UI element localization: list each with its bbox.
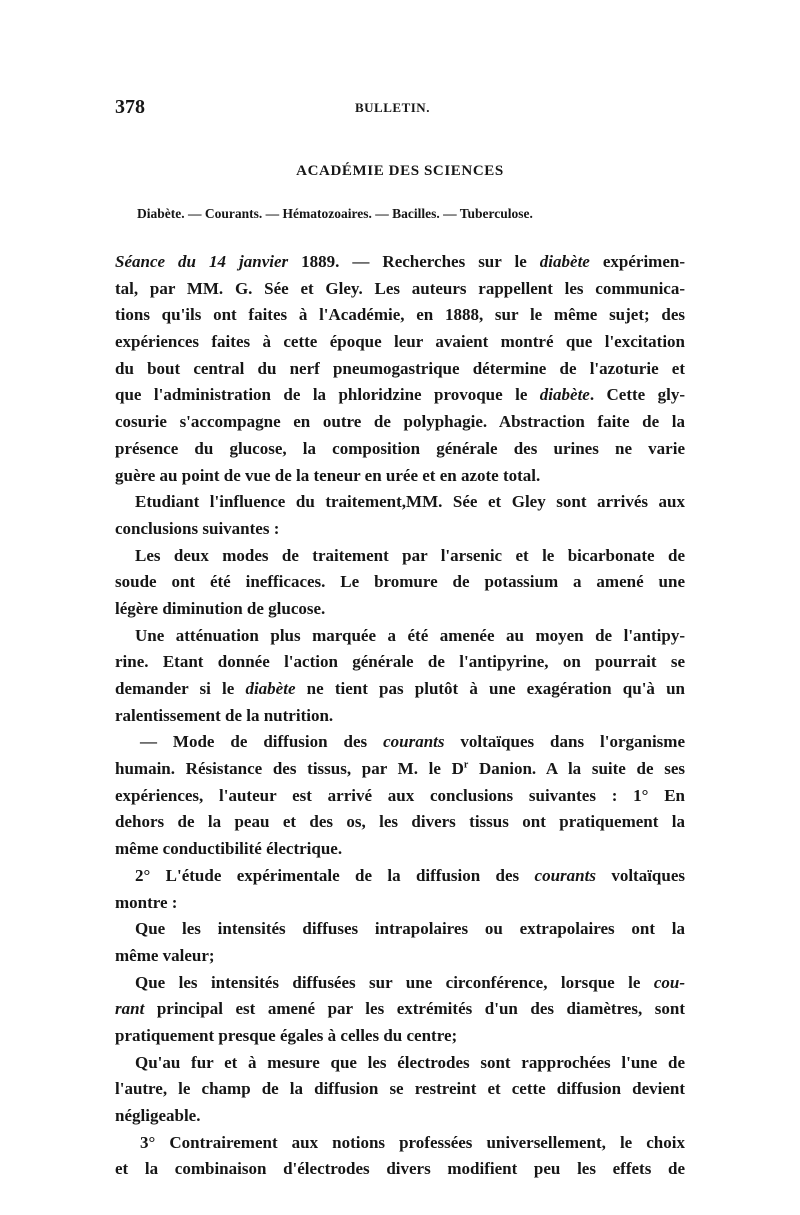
running-head: [115, 96, 685, 120]
text-line: soude ont été inefficaces. Le bromure de potassium a amené une: [115, 572, 685, 592]
text-line: Qu'au fur et à mesure que les électrodes sont rapprochées l'une de: [135, 1052, 685, 1072]
body-text: [115, 249, 685, 1183]
text-line: du bout central du nerf pneumogastrique détermine de l'azoturie et: [115, 358, 685, 378]
text-line: guère au point de vue de la teneur en urée et en azote total.: [115, 465, 541, 485]
text-line: Séance du 14 janvier 1889. — Recherches sur le diabète expérimen-: [115, 252, 685, 271]
text-line: humain. Résistance des tissus, par M. le $D^r$ Danion. A la suite de ses: [115, 759, 685, 779]
text-line: expériences faites à cette époque leur avaient montré que l'excitation: [115, 332, 685, 352]
text-line: Que les intensités diffusées sur une circonférence, lorsque le cou-: [135, 972, 685, 992]
text-line: rine. Etant donnée l'action générale de l'antipyrine, on pourrait se: [115, 652, 685, 672]
text-line: — Mode de diffusion des courants voltaïques dans l'organisme: [140, 732, 685, 752]
text-line: montre :: [115, 892, 178, 912]
text-line: cosurie s'accompagne en outre de polyphagie. Abstraction faite de la: [115, 412, 685, 432]
text-line: l'autre, le champ de la diffusion se restreint et cette diffusion devient: [115, 1079, 685, 1099]
text-line: expériences, l'auteur est arrivé aux conclusions suivantes : 1° En: [115, 785, 685, 805]
text-line: négligeable.: [115, 1106, 201, 1125]
text-line: Que les intensités diffuses intrapolaires ou extrapolaires ont la: [135, 919, 685, 939]
text-line: légère diminution de glucose.: [115, 598, 326, 618]
text-line: même valeur;: [115, 945, 215, 965]
text-line: demander si le diabète ne tient pas plutôt à une exagération qu'à un: [115, 679, 685, 698]
text-line: pratiquement presque égales à celles du centre;: [115, 1025, 458, 1045]
text-line: ralentissement de la nutrition.: [115, 705, 334, 725]
text-line: rant principal est amené par les extrémités d'un des diamètres, sont: [115, 999, 685, 1019]
text-line: tal, par MM. G. Sée et Gley. Les auteurs rappellent les communica-: [115, 278, 685, 298]
book-page: [115, 0, 685, 1215]
text-line: dehors de la peau et des os, les divers tissus ont pratiquement la: [115, 812, 685, 832]
text-line: 2° L'étude expérimentale de la diffusion des courants voltaïques: [135, 865, 685, 885]
page-number: 378: [115, 96, 145, 118]
text-line: et la combinaison d'électrodes divers modifient peu les effets de: [115, 1159, 685, 1179]
text-line: 3° Contrairement aux notions professées universellement, le choix: [140, 1132, 685, 1152]
text-line: que l'administration de la phloridzine provoque le diabète. Cette gly-: [115, 385, 686, 405]
subject-list: Diabète. — Courants. — Hématozoaires. — Bacilles. — Tuberculose.: [137, 206, 533, 221]
text-line: Les deux modes de traitement par l'arsenic et le bicarbonate de: [135, 545, 685, 565]
text-line: conclusions suivantes :: [115, 518, 280, 538]
running-title: BULLETIN.: [355, 100, 430, 115]
text-line: Une atténuation plus marquée a été amenée au moyen de l'antipy-: [135, 625, 685, 645]
section-title: ACADÉMIE DES SCIENCES: [296, 163, 504, 179]
text-line: même conductibilité électrique.: [115, 839, 343, 859]
text-line: présence du glucose, la composition générale des urines ne varie: [115, 438, 685, 458]
text-line: tions qu'ils ont faites à l'Académie, en 1888, sur le même sujet; des: [115, 305, 685, 325]
text-line: Etudiant l'influence du traitement,MM. Sée et Gley sont arrivés aux: [135, 492, 685, 512]
